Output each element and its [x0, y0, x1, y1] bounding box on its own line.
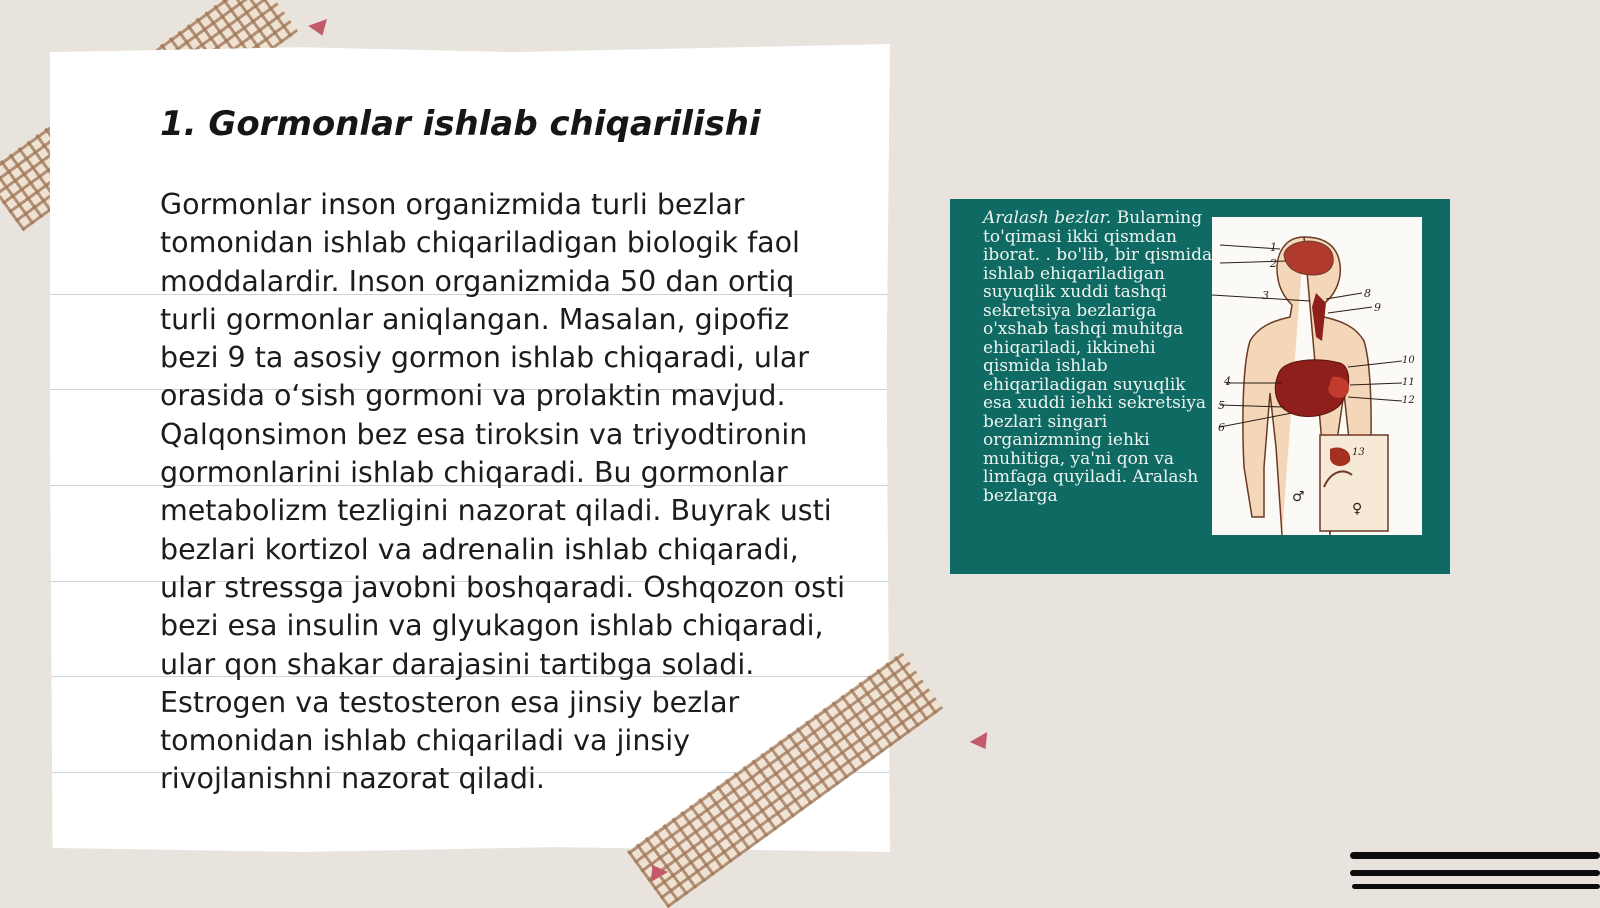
figure-caption-body: Bularning to'qimasi ikki qismdan iborat. . bo'lib, bir qismida ishlab ehiqariladigan suyuqlik xuddi tashqi sekretsiya bezlariga o'xshab tashqi muhitga ehiqariladi, ikkinehi qismida ishlab ehiqariladigan suyuqlik esa xuddi iehki sekretsiya bezlari singari organizmning iehki muhitiga, ya'ni qon va limfaga quyiladi. Aralash bezlarga: [983, 208, 1213, 506]
fig-label: 1: [1270, 241, 1277, 254]
fig-label: 12: [1402, 395, 1415, 406]
brush-stroke-decor: [1350, 870, 1600, 876]
textbook-figure: [950, 199, 1450, 574]
fig-label: 3: [1262, 289, 1269, 302]
human-body-icon: [1212, 217, 1422, 535]
fig-label: 10: [1402, 355, 1415, 366]
fig-label: 13: [1352, 447, 1365, 458]
leader-line: [1328, 307, 1372, 313]
slide-title: 1. Gormonlar ishlab chiqarilishi: [160, 104, 761, 144]
tape-tab-top: [308, 19, 332, 39]
fig-label: 2: [1270, 257, 1277, 270]
female-symbol-icon: ♀: [1352, 501, 1363, 517]
figure-caption-text: [983, 209, 1213, 505]
fig-label: 9: [1374, 301, 1381, 314]
fig-label: 6: [1218, 421, 1225, 434]
tape-tab-bottom-right: [970, 732, 994, 754]
fig-label: 11: [1402, 377, 1415, 388]
fig-label: 8: [1364, 287, 1371, 300]
figure-caption-lead: Aralash bezlar.: [983, 208, 1112, 228]
endocrine-illustration: [1212, 217, 1422, 535]
brush-stroke-decor: [1352, 884, 1600, 889]
male-symbol-icon: ♂: [1292, 489, 1305, 505]
brush-stroke-decor: [1350, 852, 1600, 859]
fig-label: 4: [1224, 375, 1231, 388]
fig-label: 5: [1218, 399, 1225, 412]
slide-body-text: Gormonlar inson organizmida turli bezlar tomonidan ishlab chiqariladigan biologik faol moddalardir. Inson organizmida 50 dan ortiq turli gormonlar aniqlangan. Masalan, gipofiz bezi 9 ta asosiy gormon ishlab chiqaradi, ular orasida o‘sish gormoni va prolaktin mavjud. Qalqonsimon bez esa tiroksin va triyodtironin gormonlarini ishlab chiqaradi. Bu gormonlar metabolizm tezligini nazorat qiladi. Buyrak usti bezlari kortizol va adrenalin ishlab chiqaradi, ular stressga javobni boshqaradi. Oshqozon osti bezi esa insulin va glyukagon ishlab chiqaradi, ular qon shakar darajasini tartibga soladi. Estrogen va testosteron esa jinsiy bezlar tomonidan ishlab chiqariladi va jinsiy rivojlanishni nazorat qiladi.: [160, 188, 846, 796]
